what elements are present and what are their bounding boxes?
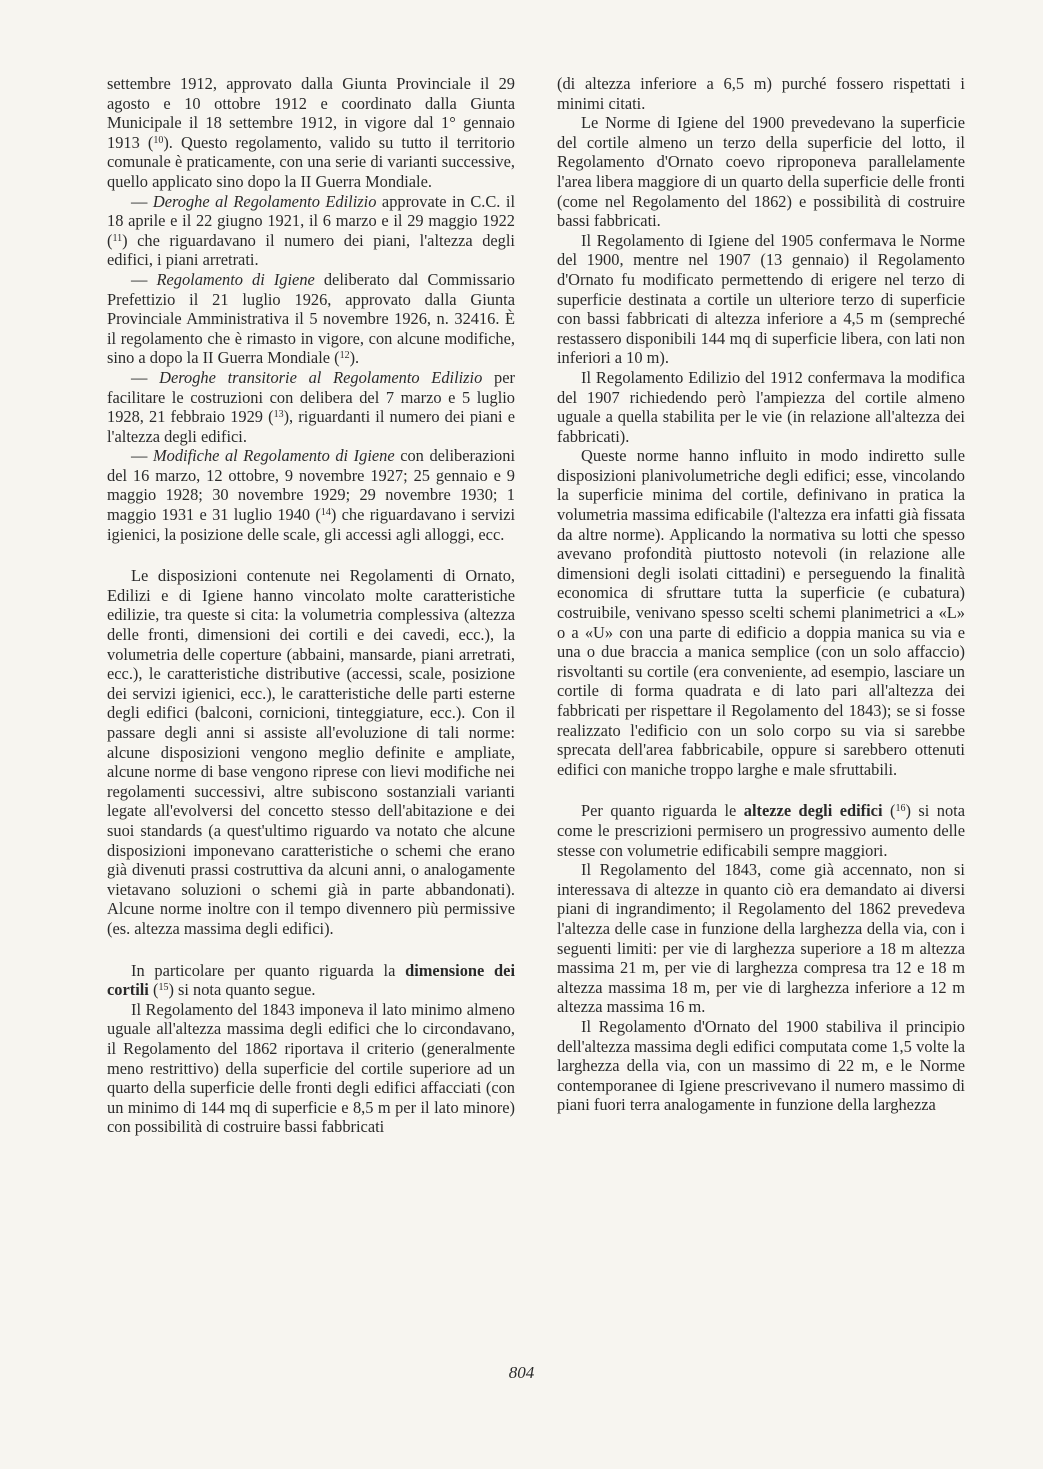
footnote-ref: 10 xyxy=(153,134,164,146)
list-item: — Deroghe transitorie al Regolamento Edilizio per facilitare le costruzioni con delibera del 7 marzo e 5 luglio 1928, 21 febbraio 1929 ($^{13}$), riguardanti il numero dei piani e l'altezza degli edifici. xyxy=(107,367,515,446)
footnote-ref: 11 xyxy=(112,232,123,244)
footnote-ref: 15 xyxy=(158,982,169,994)
paragraph: Il Regolamento di Igiene del 1905 confermava le Norme del 1900, mentre nel 1907 (13 gennaio) il Regolamento d'Ornato fu modificato permettendo di erigere nel terzo di superficie destinata a cortile un ulteriore terzo di superficie con bassi fabbricati di altezza inferiore a 4,5 m (sempreché restassero disponibili 144 mq di superficie libera, con lati non inferiori a 10 m). xyxy=(557,230,965,368)
left-column xyxy=(107,74,515,1137)
footnote-ref: 13 xyxy=(273,409,284,421)
regulation-title: Modifiche al Regolamento di Igiene xyxy=(152,446,395,466)
list-item: — Regolamento di Igiene deliberato dal Commissario Prefettizio il 21 luglio 1926, approvato dalla Giunta Provinciale Amministrativa il 5 novembre 1926, n. 32416. È il regolamento che è rimasto in vigore, con alcune modifiche, sino a dopo la II Guerra Mondiale ($^{12}$). xyxy=(107,269,515,368)
paragraph: Il Regolamento Edilizio del 1912 confermava la modifica del 1907 richiedendo però l'ampiezza del cortile almeno uguale a quella stabilita per le vie (in relazione all'altezza dei fabbricati). xyxy=(557,367,965,446)
paragraph: Queste norme hanno influito in modo indiretto sulle disposizioni planivolumetriche degli edifici; esse, vincolando la superficie minima del cortile, definivano in pratica la volumetria massima edificabile (l'altezza era infatti già fissata da altre norme). Applicando la normativa su lotti che spesso avevano profondità piuttosto notevoli (in relazione alle dimensioni degli isolati cittadini) e perseguendo la finalità economica di sfruttare tutta la superficie (e cubatura) costruibile, venivano spesso scelti schemi planimetrici a «L» o a «U» con una parte di edificio a doppia manica su via e una o due braccia a manica semplice (con un solo affaccio) risvoltanti su cortile (era conveniente, ad esempio, lasciare un cortile di forma quadrata e di lato pari all'altezza dei fabbricati per rispettare il Regolamento del 1843); se si fosse realizzato l'edificio con un solo corpo su via si sarebbe sprecata dell'area fabbricabile, oppure si sarebbero ottenuti edifici con maniche troppo larghe e male sfruttabili. xyxy=(557,446,965,779)
regulation-title: Deroghe al Regolamento Edilizio xyxy=(152,191,377,211)
list-item: — Modifiche al Regolamento di Igiene con deliberazioni del 16 marzo, 12 ottobre, 9 novembre 1927; 25 gennaio e 9 maggio 1928; 30 novembre 1929; 29 novembre 1930; 1 maggio 1931 e 31 luglio 1940 ($^{14}$) che riguardavano i servizi igienici, la posizione delle scale, gli accessi agli alloggi, ecc. xyxy=(107,446,515,544)
right-column xyxy=(557,74,965,1115)
paragraph: Il Regolamento del 1843, come già accennato, non si interessava di altezze in quanto ciò era demandato ai diversi piani di ingrandimento; il Regolamento del 1862 prevedeva l'altezza delle case in funzione della larghezza della via, con i seguenti limiti: per vie di larghezza superiore a 18 m altezza massima 21 m, per vie di larghezza compresa tra 12 e 18 m altezza massima 18 m, per vie di larghezza inferiore a 12 m altezza massima 16 m. xyxy=(557,860,965,1017)
regulation-title: Deroghe transitorie al Regolamento Edilizio xyxy=(159,367,483,387)
paragraph: Per quanto riguarda le altezze degli edifici ($^{16}$) si nota come le prescrizioni permisero un progressivo aumento delle stesse con volumetrie edificabili sempre maggiori. xyxy=(557,801,966,860)
footnote-ref: 14 xyxy=(320,507,331,519)
paragraph: settembre 1912, approvato dalla Giunta Provinciale il 29 agosto e 10 ottobre 1912 e coordinato dalla Giunta Municipale il 18 settembre 1912, in vigore dal 1° gennaio 1913 ($^{10}$). Questo regolamento, valido su tutto il territorio comunale è praticamente, con una serie di varianti successive, quello applicato sino dopo la II Guerra Mondiale. xyxy=(107,74,515,191)
paragraph: Il Regolamento d'Ornato del 1900 stabiliva il principio dell'altezza massima degli edifici computata come 1,5 volte la larghezza della via, con un massimo di 22 m, e le Norme contemporanee di Igiene prescrivevano il numero massimo di piani fuori terra analogamente in funzione della larghezza xyxy=(557,1016,965,1115)
footnote-ref: 12 xyxy=(339,350,350,362)
list-item: — Deroghe al Regolamento Edilizio approvate in C.C. il 18 aprile e il 22 giugno 1921, il 6 marzo e il 29 maggio 1922 ($^{11}$) che riguardavano il numero dei piani, l'altezza degli edifici, i piani arretrati. xyxy=(107,191,515,270)
regulation-title: Regolamento di Igiene xyxy=(156,269,315,289)
section-heading: dimensione dei cortili xyxy=(107,960,516,1000)
footnote-ref: 16 xyxy=(895,803,906,815)
paragraph: Il Regolamento del 1843 imponeva il lato minimo almeno uguale all'altezza massima degli edifici che lo circondavano, il Regolamento del 1862 riportava il criterio (generalmente meno restrittivo) della superficie del cortile superiore ad un quarto della superficie delle fronti degli edifici affacciati (con un minimo di 144 mq di superficie e 8,5 m per il lato minore) con possibilità di costruire bassi fabbricati xyxy=(107,999,515,1137)
paragraph: In particolare per quanto riguarda la dimensione dei cortili ($^{15}$) si nota quanto segue. xyxy=(107,960,516,1000)
paragraph: Le disposizioni contenute nei Regolamenti di Ornato, Edilizi e di Igiene hanno vincolato molte caratteristiche edilizie, tra queste si cita: la volumetria complessiva (altezza delle fronti, dimensioni dei cortili e dei cavedi, ecc.), la volumetria delle coperture (abbaini, mansarde, piani arretrati, ecc.), le caratteristiche distributive (accessi, scale, posizione dei servizi igienici, ecc.), le caratteristiche delle parti esterne degli edifici (balconi, cornicioni, tinteggiature, ecc.). Con il passare degli anni si assiste all'evoluzione di tali norme: alcune disposizioni vengono meglio definite e ampliate, alcune norme di base vengono riprese con lievi modifiche nei regolamenti successivi, altre subiscono sostanziali varianti legate all'evolversi del concetto stesso dell'abitazione e dei suoi standards (a quest'ultimo riguardo va notato che alcune disposizioni imponevano caratteristiche o schemi che erano già divenuti prassi costruttiva da alcuni anni, o analogamente vietavano soluzioni o schemi già in parte abbandonati). Alcune norme inoltre con il tempo divennero più permissive (es. altezza massima degli edifici). xyxy=(107,566,515,938)
page-number: 804 xyxy=(508,1363,535,1382)
section-heading: altezze degli edifici xyxy=(743,801,883,821)
paragraph: (di altezza inferiore a 6,5 m) purché fossero rispettati i minimi citati. xyxy=(557,74,965,113)
paragraph: Le Norme di Igiene del 1900 prevedevano la superficie del cortile almeno un terzo della superficie del lotto, il Regolamento d'Ornato coevo riproponeva parallelamente l'area libera maggiore di un quarto della superficie delle fronti (come nel Regolamento del 1862) e possibilità di costruire bassi fabbricati. xyxy=(557,113,965,231)
